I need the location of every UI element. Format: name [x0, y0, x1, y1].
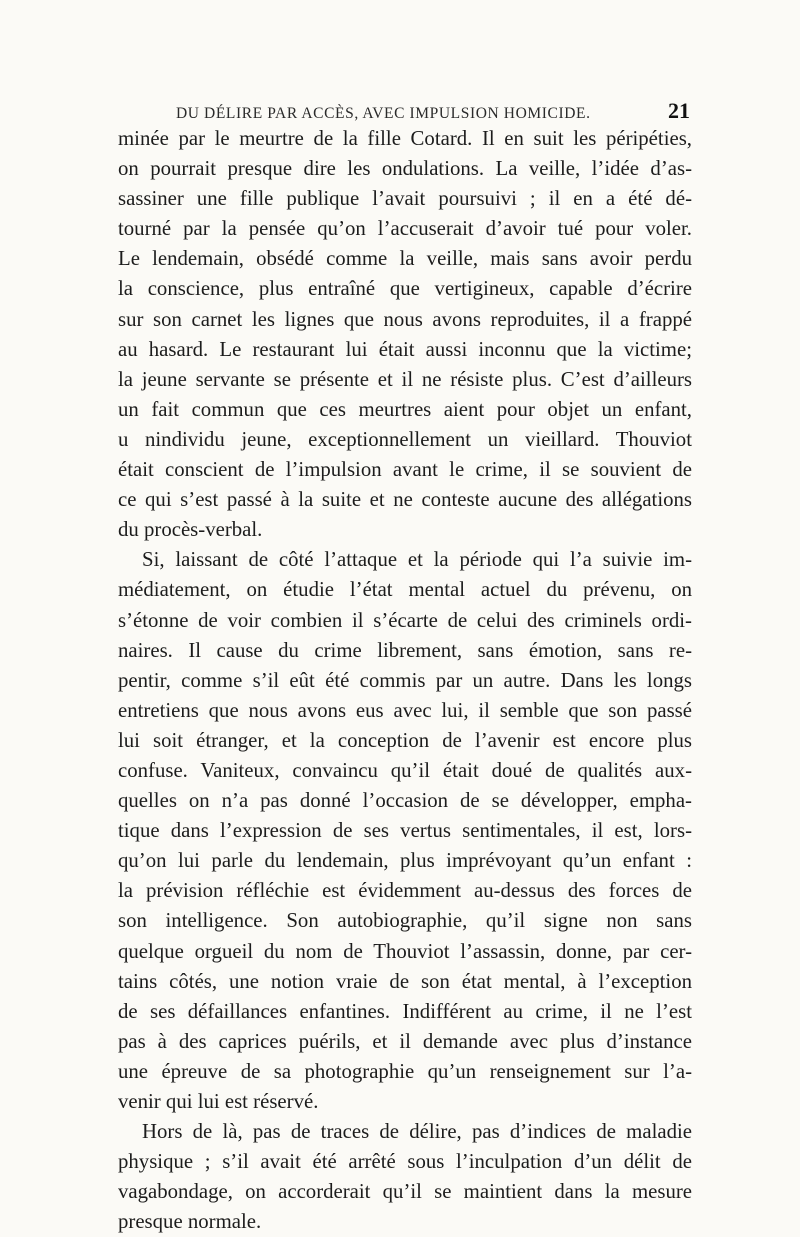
text-line: de ses défaillances enfantines. Indifférent au crime, il ne l’est — [118, 999, 692, 1023]
text-line: Si, laissant de côté l’attaque et la période qui l’a suivie im- — [142, 548, 692, 572]
text-line: entretiens que nous avons eus avec lui, il semble que son passé — [118, 698, 692, 722]
text-line: Le lendemain, obsédé comme la veille, mais sans avoir perdu — [118, 247, 692, 271]
text-line: médiatement, on étudie l’état mental actuel du prévenu, on — [118, 578, 692, 602]
text-line: au hasard. Le restaurant lui était aussi inconnu que la victime; — [118, 337, 692, 361]
text-line: Hors de là, pas de traces de délire, pas d’indices de maladie — [142, 1120, 692, 1144]
text-line: quelles on n’a pas donné l’occasion de se développer, empha- — [118, 789, 692, 813]
text-line: la jeune servante se présente et il ne résiste plus. C’est d’ailleurs — [118, 367, 692, 391]
text-line: presque normale. — [118, 1210, 262, 1234]
text-line: tains côtés, une notion vraie de son état mental, à l’exception — [118, 969, 692, 993]
text-line: pas à des caprices puérils, et il demande avec plus d’instance — [118, 1029, 692, 1053]
paragraph-1 — [118, 124, 692, 545]
text-line: une épreuve de sa photographie qu’un renseignement sur l’a- — [118, 1059, 692, 1083]
text-line: ce qui s’est passé à la suite et ne conteste aucune des allégations — [118, 488, 692, 512]
text-line: pentir, comme s’il eût été commis par un autre. Dans les longs — [118, 668, 692, 692]
text-line: minée par le meurtre de la fille Cotard. Il en suit les péripéties, — [118, 127, 692, 150]
text-line: qu’on lui parle du lendemain, plus imprévoyant qu’un enfant : — [118, 849, 692, 873]
text-line: un fait commun que ces meurtres aient pour objet un enfant, — [118, 397, 692, 421]
page-header — [118, 98, 690, 124]
text-line: la conscience, plus entraîné que vertigineux, capable d’écrire — [118, 277, 692, 301]
text-line: son intelligence. Son autobiographie, qu’il signe non sans — [118, 909, 692, 933]
text-line: quelque orgueil du nom de Thouviot l’assassin, donne, par cer- — [118, 939, 692, 963]
text-line: u nindividu jeune, exceptionnellement un vieillard. Thouviot — [118, 427, 692, 451]
text-line: tourné par la pensée qu’on l’accuserait d’avoir tué pour voler. — [118, 217, 692, 241]
text-line: venir qui lui est réservé. — [118, 1090, 319, 1113]
text-line: s’étonne de voir combien il s’écarte de celui des criminels ordi- — [118, 608, 692, 632]
text-line: naires. Il cause du crime librement, sans émotion, sans re- — [118, 638, 692, 662]
text-line: la prévision réfléchie est évidemment au-dessus des forces de — [118, 879, 692, 903]
text-line: du procès-verbal. — [118, 518, 263, 542]
text-line: lui soit étranger, et la conception de l’avenir est encore plus — [118, 728, 692, 752]
text-line: sassiner une fille publique l’avait poursuivi ; il en a été dé- — [118, 187, 692, 211]
page-number: 21 — [668, 98, 690, 123]
text-line: vagabondage, on accorderait qu’il se maintient dans la mesure — [118, 1180, 692, 1204]
text-line: tique dans l’expression de ses vertus sentimentales, il est, lors- — [118, 819, 692, 843]
body-text — [118, 124, 692, 1237]
paragraph-3 — [118, 1117, 692, 1237]
text-line: confuse. Vaniteux, convaincu qu’il était doué de qualités aux- — [118, 758, 692, 782]
running-head: DU DÉLIRE PAR ACCÈS, AVEC IMPULSION HOMICIDE. — [176, 105, 591, 122]
paragraph-2 — [118, 545, 692, 1117]
text-line: on pourrait presque dire les ondulations. La veille, l’idée d’as- — [118, 157, 692, 181]
text-line: sur son carnet les lignes que nous avons reproduites, il a frappé — [118, 307, 692, 331]
text-line: était conscient de l’impulsion avant le crime, il se souvient de — [118, 458, 692, 482]
text-line: physique ; s’il avait été arrêté sous l’inculpation d’un délit de — [118, 1150, 692, 1174]
